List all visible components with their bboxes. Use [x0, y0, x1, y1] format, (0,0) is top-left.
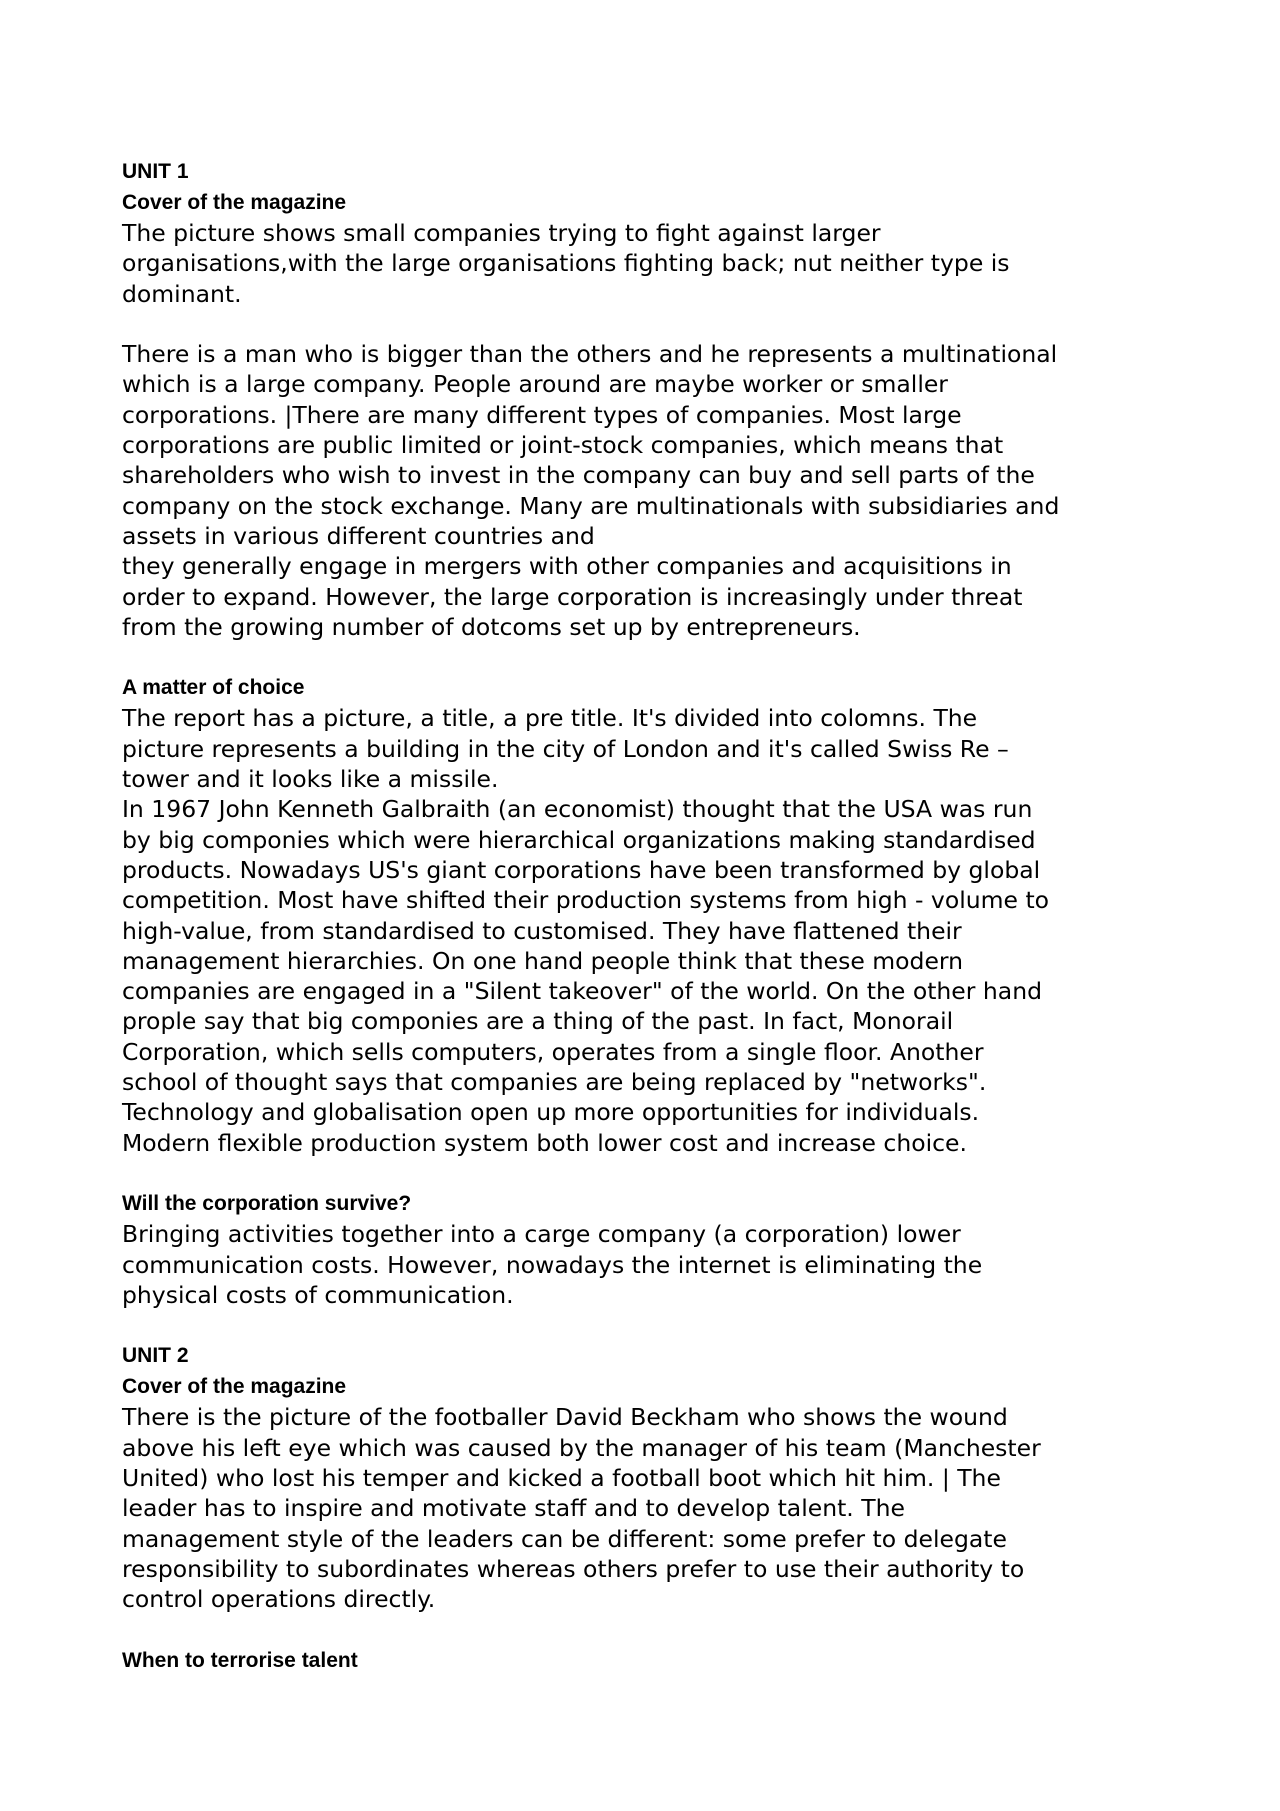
text-line: communication costs. However, nowadays the internet is eliminating the	[122, 1250, 983, 1279]
text-line: Corporation, which sells computers, operates from a single floor. Another	[122, 1037, 984, 1066]
text-line: from the growing number of dotcoms set up by entrepreneurs.	[122, 612, 861, 641]
text-line: shareholders who wish to invest in the company can buy and sell parts of the	[122, 461, 1035, 490]
text-line: corporations. |There are many different types of companies. Most large	[122, 400, 962, 429]
text-line: Technology and globalisation open up more opportunities for individuals.	[122, 1098, 980, 1127]
text-line: The picture shows small companies trying to fight against larger	[122, 219, 881, 247]
text-line: tower and it looks like a missile.	[122, 765, 499, 794]
text-line: which is a large company. People around are maybe worker or smaller	[122, 370, 948, 399]
text-line: management hierarchies. On one hand people think that these modern	[122, 946, 964, 975]
blank-line	[122, 642, 1172, 672]
text-line: There is a man who is bigger than the others and he represents a multinational	[122, 340, 1058, 369]
text-line: Bringing activities together into a carge company (a corporation) lower	[122, 1220, 961, 1249]
text-line: The report has a picture, a title, a pre title. It's divided into colomns. The	[122, 704, 978, 733]
text-line: management style of the leaders can be different: some prefer to delegate	[122, 1524, 1007, 1553]
section-heading: Cover of the magazine	[122, 191, 347, 214]
text-line: Modern flexible production system both lower cost and increase choice.	[122, 1128, 967, 1157]
text-line: picture represents a building in the city of London and it's called Swiss Re –	[122, 734, 1009, 763]
section-heading: Will the corporation survive?	[122, 1192, 412, 1216]
section-heading: Cover of the magazine	[122, 1375, 347, 1399]
text-line: In 1967 John Kenneth Galbraith (an economist) thought that the USA was run	[122, 795, 1033, 824]
text-line: high-value, from standardised to customised. They have flattened their	[122, 916, 962, 945]
blank-line	[122, 309, 1172, 339]
text-line: company on the stock exchange. Many are multinationals with subsidiaries and	[122, 491, 1060, 520]
blank-line	[122, 1614, 1172, 1644]
text-line: control operations directly.	[122, 1585, 436, 1614]
text-line: order to expand. However, the large corporation is increasingly under threat	[122, 582, 1023, 611]
paragraph	[122, 218, 1172, 309]
text-line: prople say that big componies are a thing of the past. In fact, Monorail	[122, 1007, 954, 1036]
blank-line	[122, 1158, 1172, 1188]
paragraph	[122, 1219, 1172, 1310]
text-line: United) who lost his temper and kicked a football boot which hit him. | The	[122, 1463, 1001, 1492]
text-line: responsibility to subordinates whereas others prefer to use their authority to	[122, 1554, 1025, 1583]
section-heading: When to terrorise talent	[122, 1648, 358, 1672]
blank-line	[122, 1310, 1172, 1340]
text-line: There is the picture of the footballer David Beckham who shows the wound	[122, 1403, 1008, 1432]
text-line: corporations are public limited or joint-stock companies, which means that	[122, 431, 1004, 460]
text-line: organisations,with the large organisations fighting back; nut neither type is	[122, 249, 1010, 278]
text-line: by big componies which were hierarchical organizations making standardised	[122, 825, 1036, 854]
unit-title: UNIT 2	[122, 1344, 189, 1368]
paragraph	[122, 703, 1172, 1157]
text-line: they generally engage in mergers with other companies and acquisitions in	[122, 552, 1012, 581]
section-heading: A matter of choice	[122, 676, 305, 700]
text-line: school of thought says that companies are being replaced by "networks".	[122, 1068, 987, 1097]
text-line: physical costs of communication.	[122, 1280, 514, 1309]
text-line: companies are engaged in a "Silent takeover" of the world. On the other hand	[122, 977, 1042, 1006]
text-line: dominant.	[122, 279, 242, 308]
text-line: competition. Most have shifted their production systems from high - volume to	[122, 886, 1050, 915]
paragraph	[122, 339, 1172, 642]
text-line: products. Nowadays US's giant corporations have been transformed by global	[122, 855, 1041, 884]
document-page	[122, 156, 1172, 1676]
unit-title: UNIT 1	[122, 160, 189, 183]
text-line: assets in various different countries and	[122, 521, 595, 550]
text-line: above his left eye which was caused by the manager of his team (Manchester	[122, 1433, 1041, 1462]
text-line: leader has to inspire and motivate staff and to develop talent. The	[122, 1494, 905, 1523]
paragraph	[122, 1402, 1172, 1614]
